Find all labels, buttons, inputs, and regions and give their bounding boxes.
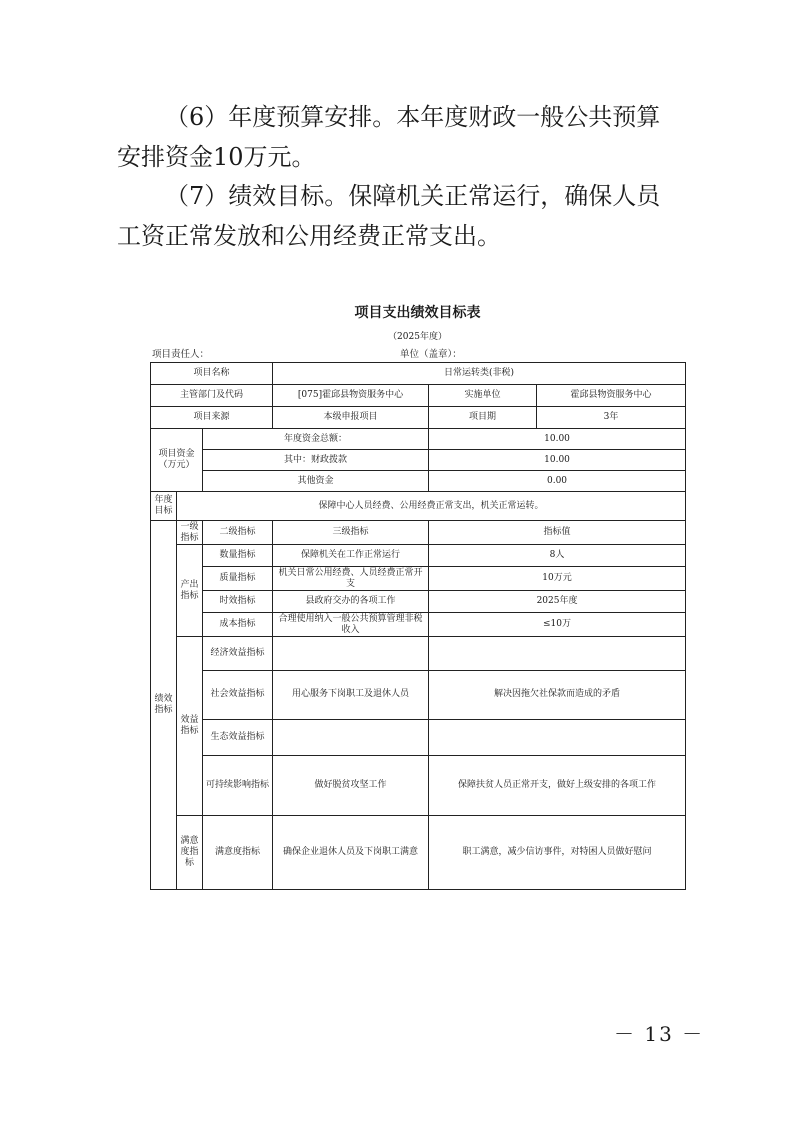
impl-label: 实施单位: [429, 385, 537, 407]
paragraph-budget: （6）年度预算安排。本年度财政一般公共预算安排资金10万元。: [117, 103, 661, 171]
time-value: 2025年度: [429, 591, 686, 613]
table-row: [151, 407, 686, 429]
satisfaction-value: 职工满意，减少信访事件，对特困人员做好慰问: [429, 815, 686, 889]
perf-label: 绩效指标: [151, 521, 177, 890]
table-row: [151, 429, 686, 450]
performance-table: [150, 362, 686, 890]
dept-value: [075]霍邱县物资服务中心: [273, 385, 429, 407]
sustain-l3: 做好脱贫攻坚工作: [273, 755, 429, 815]
table-row: [151, 671, 686, 719]
table-row: [151, 719, 686, 755]
project-name-label: 项目名称: [151, 363, 273, 385]
social-label: 社会效益指标: [203, 671, 273, 719]
project-name-value: 日常运转类(非税): [273, 363, 686, 385]
page-number: － 13 －: [614, 1022, 705, 1046]
paragraph-goal: （7）绩效目标。保障机关正常运行，确保人员工资正常发放和公用经费正常支出。: [117, 182, 661, 250]
economic-label: 经济效益指标: [203, 637, 273, 671]
output-label: 产出指标: [177, 545, 203, 637]
table-row: [151, 755, 686, 815]
eco-l3: [273, 719, 429, 755]
annual-goal-label: 年度目标: [151, 492, 177, 521]
table-row: [151, 521, 686, 545]
economic-value: [429, 637, 686, 671]
impl-value: 霍邱县物资服务中心: [537, 385, 686, 407]
period-value: 3年: [537, 407, 686, 429]
header-level3: 三级指标: [273, 521, 429, 545]
satisfaction-l2: 满意度指标: [203, 815, 273, 889]
quality-value: 10万元: [429, 567, 686, 591]
sustain-value: 保障扶贫人员正常开支，做好上级安排的各项工作: [429, 755, 686, 815]
quantity-l3: 保障机关在工作正常运行: [273, 545, 429, 567]
fund-fiscal-label: 其中：财政拨款: [203, 450, 429, 471]
satisfaction-l1: 满意度指标: [177, 815, 203, 889]
table-row: [151, 492, 686, 521]
responsible-label: 项目责任人：: [152, 349, 210, 360]
source-label: 项目来源: [151, 407, 273, 429]
table-row: [151, 471, 686, 492]
table-row: [151, 591, 686, 613]
table-row: [151, 637, 686, 671]
quality-label: 质量指标: [203, 567, 273, 591]
fund-label: 项目资金（万元）: [151, 429, 203, 492]
time-l3: 县政府交办的各项工作: [273, 591, 429, 613]
header-level2: 二级指标: [203, 521, 273, 545]
quantity-label: 数量指标: [203, 545, 273, 567]
header-level1: 一级指标: [177, 521, 203, 545]
sustain-label: 可持续影响指标: [203, 755, 273, 815]
cost-l3: 合理使用纳入一般公共预算管理非税收入: [273, 613, 429, 637]
period-label: 项目期: [429, 407, 537, 429]
time-label: 时效指标: [203, 591, 273, 613]
table-row: [151, 450, 686, 471]
annual-goal-value: 保障中心人员经费、公用经费正常支出，机关正常运转。: [177, 492, 686, 521]
dept-label: 主管部门及代码: [151, 385, 273, 407]
table-row: [151, 613, 686, 637]
header-value: 指标值: [429, 521, 686, 545]
table-row: [151, 815, 686, 889]
economic-l3: [273, 637, 429, 671]
fund-other-value: 0.00: [429, 471, 686, 492]
fund-total-value: 10.00: [429, 429, 686, 450]
fund-total-label: 年度资金总额：: [203, 429, 429, 450]
social-l3: 用心服务下岗职工及退休人员: [273, 671, 429, 719]
unit-label: 单位（盖章）：: [400, 349, 462, 360]
benefit-label: 效益指标: [177, 637, 203, 815]
eco-label: 生态效益指标: [203, 719, 273, 755]
table-row: [151, 363, 686, 385]
fund-fiscal-value: 10.00: [429, 450, 686, 471]
source-value: 本级申报项目: [273, 407, 429, 429]
table-row: [151, 385, 686, 407]
cost-label: 成本指标: [203, 613, 273, 637]
quality-l3: 机关日常公用经费、人员经费正常开支: [273, 567, 429, 591]
table-row: [151, 545, 686, 567]
satisfaction-l3: 确保企业退休人员及下岗职工满意: [273, 815, 429, 889]
table-title: 项目支出绩效目标表: [354, 305, 481, 321]
fund-other-label: 其他资金: [203, 471, 429, 492]
table-year: （2025年度）: [388, 332, 447, 342]
table-row: [151, 567, 686, 591]
cost-value: ≤10万: [429, 613, 686, 637]
social-value: 解决因拖欠社保款而造成的矛盾: [429, 671, 686, 719]
eco-value: [429, 719, 686, 755]
quantity-value: 8人: [429, 545, 686, 567]
